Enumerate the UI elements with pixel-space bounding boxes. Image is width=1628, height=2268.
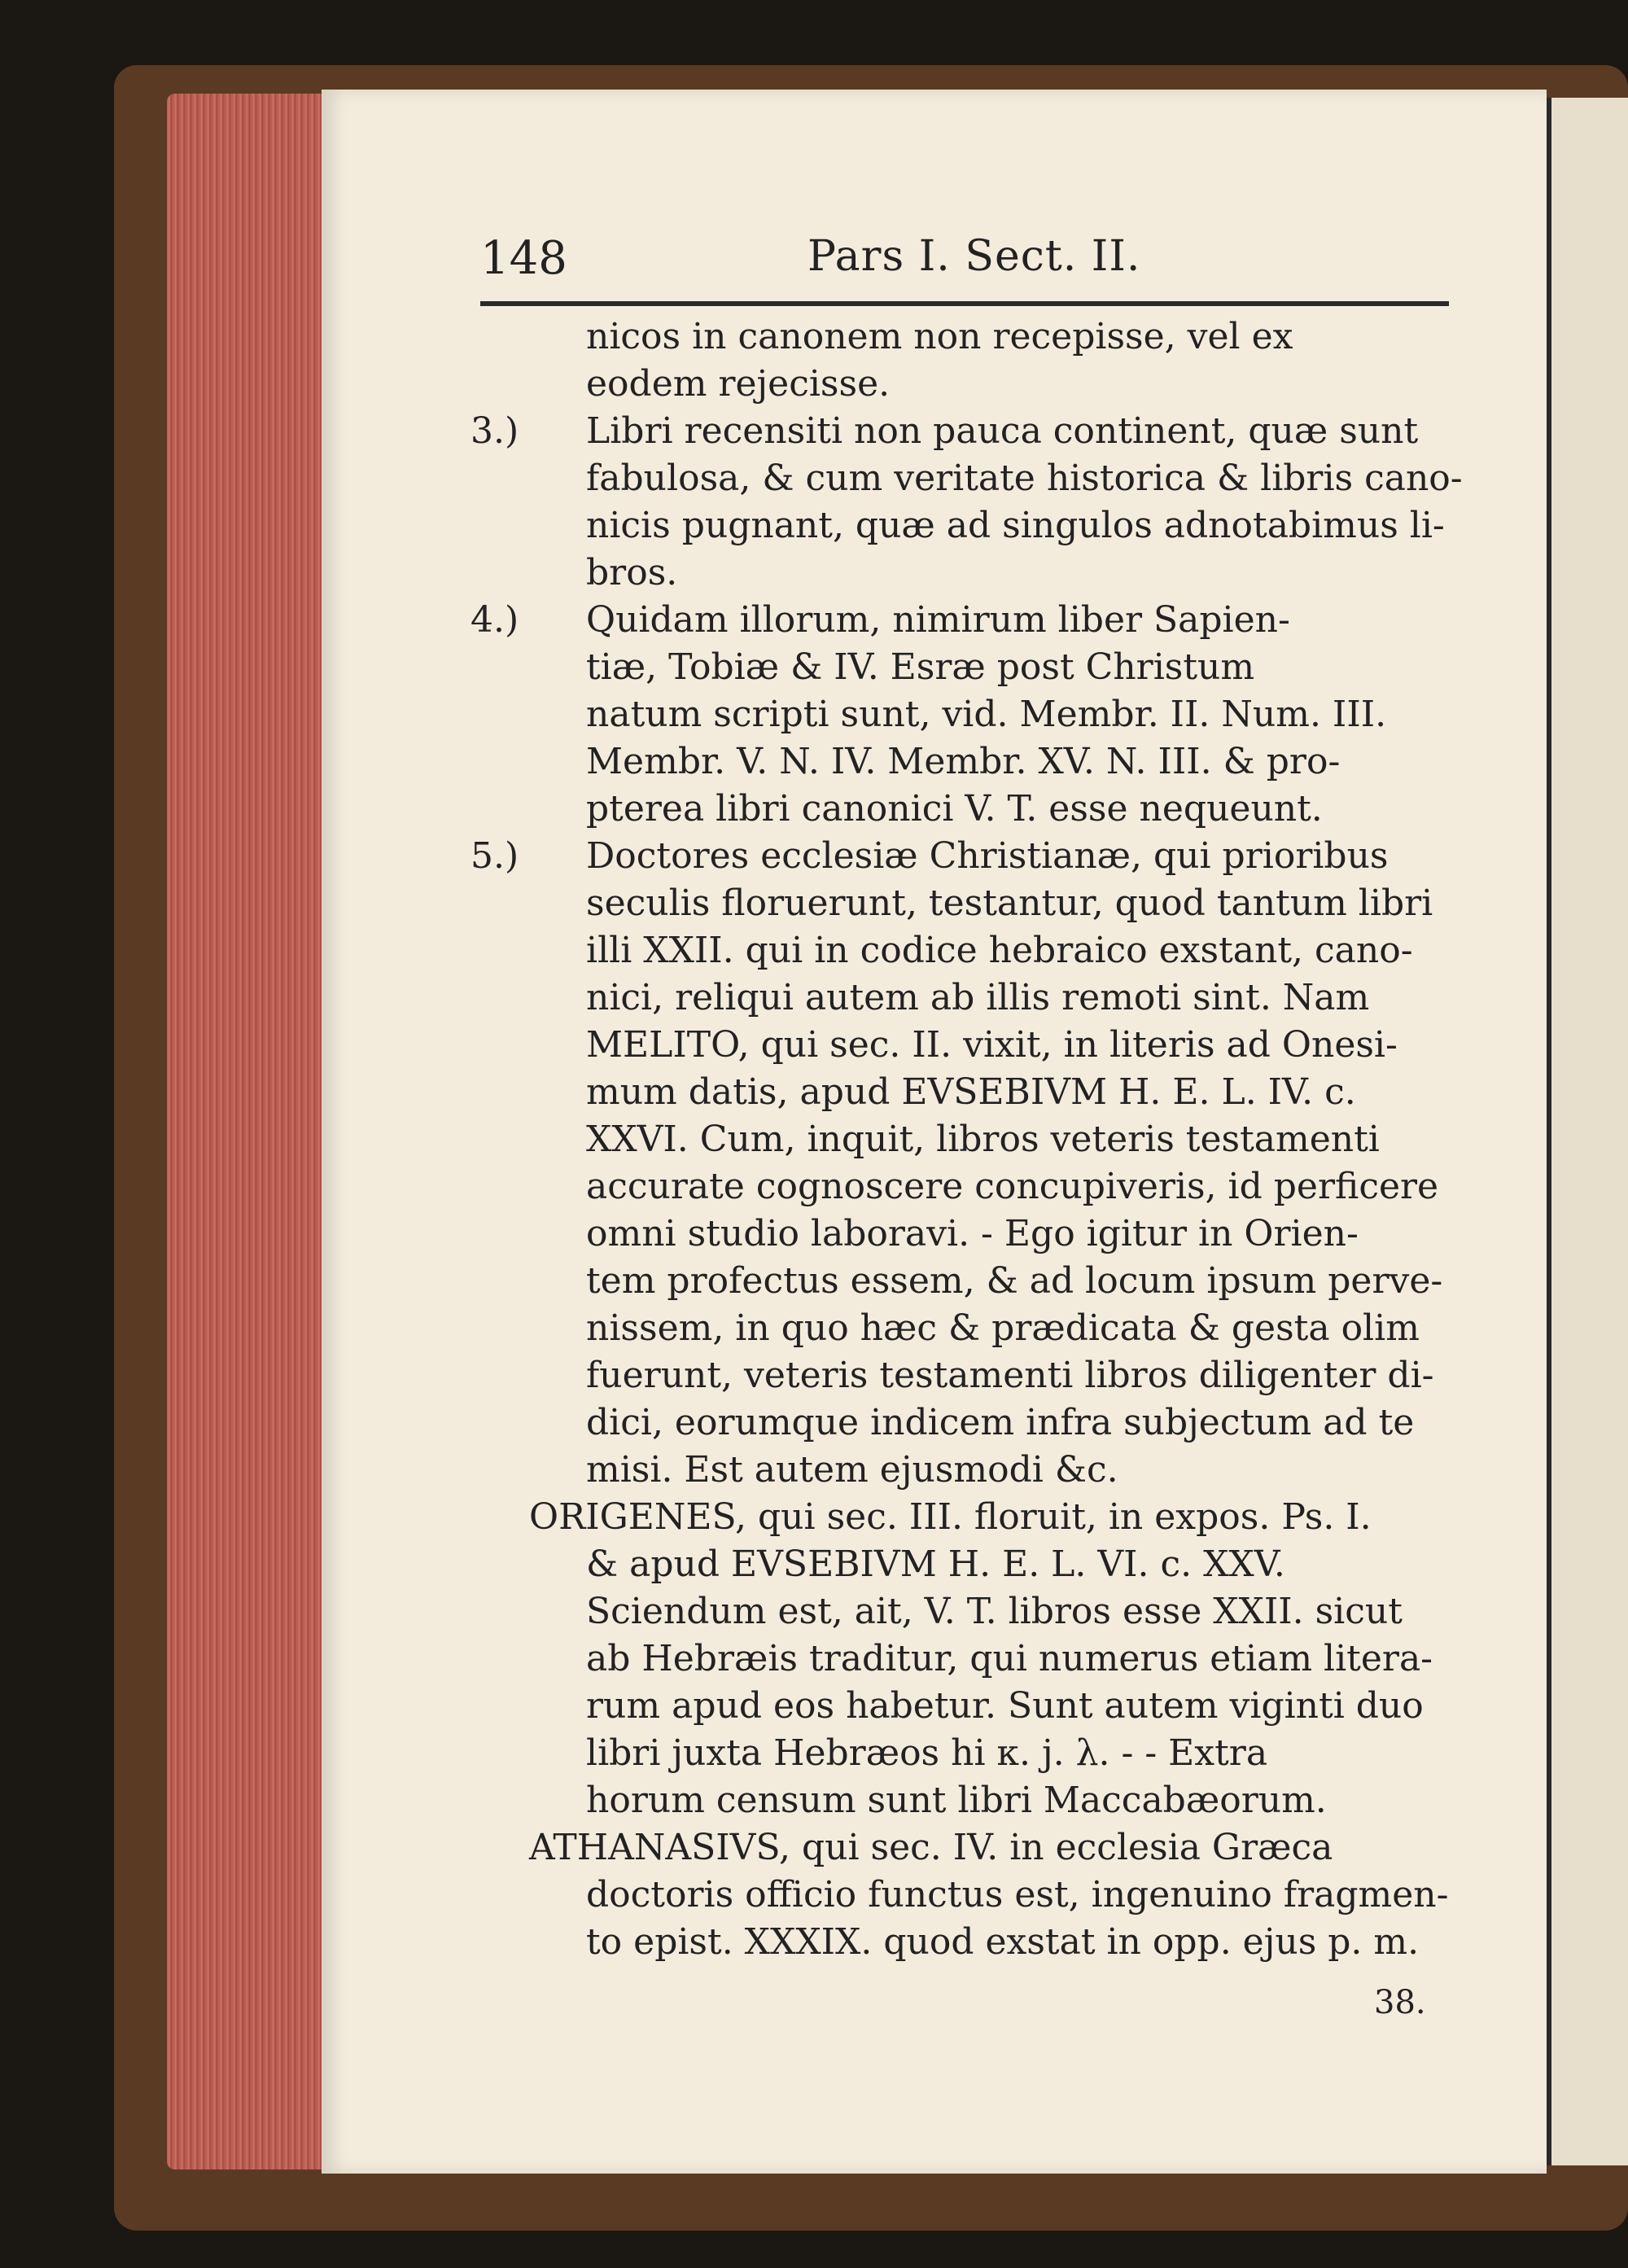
line-text: misi. Est autem ejusmodi &c. bbox=[586, 1449, 1118, 1491]
line-text: MELITO, qui sec. II. vixit, in literis ad Onesi- bbox=[586, 1024, 1398, 1066]
text-line bbox=[529, 1163, 1465, 1211]
line-text: nicos in canonem non recepisse, vel ex bbox=[586, 316, 1293, 357]
line-text: Quidam illorum, nimirum liber Sapien- bbox=[586, 599, 1290, 641]
line-text: horum censum sunt libri Maccabæorum. bbox=[586, 1780, 1327, 1821]
text-line bbox=[529, 1352, 1465, 1399]
line-text: & apud EVSEBIVM H. E. L. VI. c. XXV. bbox=[586, 1543, 1285, 1585]
line-text: ORIGENES, qui sec. III. floruit, in expos. Ps. I. bbox=[529, 1496, 1372, 1538]
text-line bbox=[529, 313, 1465, 361]
text-line bbox=[529, 786, 1465, 833]
text-line bbox=[529, 1541, 1465, 1588]
line-text: nicis pugnant, quæ ad singulos adnotabimus li- bbox=[586, 505, 1445, 546]
text-line bbox=[529, 691, 1465, 738]
line-text: seculis floruerunt, testantur, quod tantum libri bbox=[586, 882, 1433, 924]
line-text: ATHANASIVS, qui sec. IV. in ecclesia Græca bbox=[529, 1827, 1333, 1868]
text-line bbox=[529, 455, 1465, 502]
line-text: omni studio laboravi. - Ego igitur in Orien- bbox=[586, 1213, 1359, 1254]
page-number: 148 bbox=[480, 232, 567, 285]
text-line bbox=[529, 644, 1465, 691]
line-text: accurate cognoscere concupiveris, id perficere bbox=[586, 1166, 1439, 1207]
text-line bbox=[529, 1494, 1465, 1541]
text-line bbox=[529, 880, 1465, 927]
line-text: libri juxta Hebræos hi κ. ϳ. λ. - - Extra bbox=[586, 1732, 1268, 1774]
body-text bbox=[470, 313, 1465, 1966]
line-text: to epist. XXXIX. quod exstat in opp. ejus p. m. bbox=[586, 1921, 1420, 1963]
text-line bbox=[529, 1305, 1465, 1352]
text-line bbox=[529, 1211, 1465, 1258]
text-line bbox=[529, 738, 1465, 786]
page-edges bbox=[167, 94, 330, 2169]
line-text: ab Hebræis traditur, qui numerus etiam litera- bbox=[586, 1638, 1433, 1679]
line-text: Membr. V. N. IV. Membr. XV. N. III. & pro- bbox=[586, 741, 1341, 782]
text-line bbox=[529, 549, 1465, 597]
line-text: bros. bbox=[586, 552, 678, 593]
line-text: XXVI. Cum, inquit, libros veteris testamenti bbox=[586, 1119, 1380, 1160]
line-text: eodem rejecisse. bbox=[586, 363, 891, 405]
item-number: 3.) bbox=[470, 410, 519, 452]
text-line bbox=[529, 974, 1465, 1022]
line-text: Libri recensiti non pauca continent, quæ sunt bbox=[586, 410, 1419, 452]
line-text: mum datis, apud EVSEBIVM H. E. L. IV. c. bbox=[586, 1071, 1356, 1113]
text-line bbox=[529, 1919, 1465, 1966]
text-line bbox=[529, 1730, 1465, 1777]
text-line bbox=[529, 1399, 1465, 1447]
catchword: 38. bbox=[1374, 1984, 1426, 2021]
line-text: fabulosa, & cum veritate historica & libris cano- bbox=[586, 458, 1463, 499]
line-text: pterea libri canonici V. T. esse nequeunt. bbox=[586, 788, 1323, 830]
text-line bbox=[529, 1872, 1465, 1919]
line-text: Doctores ecclesiæ Christianæ, qui prioribus bbox=[586, 835, 1389, 877]
text-line bbox=[529, 1116, 1465, 1163]
line-text: rum apud eos habetur. Sunt autem viginti duo bbox=[586, 1685, 1424, 1727]
text-line bbox=[529, 1777, 1465, 1824]
text-line bbox=[529, 1258, 1465, 1305]
text-line bbox=[470, 408, 1465, 455]
text-line bbox=[529, 1824, 1465, 1872]
line-text: natum scripti sunt, vid. Membr. II. Num. III. bbox=[586, 694, 1387, 735]
head-rule bbox=[480, 301, 1449, 306]
text-line bbox=[529, 1447, 1465, 1494]
line-text: doctoris officio functus est, ingenuino fragmen- bbox=[586, 1874, 1449, 1916]
facing-page-edge bbox=[1547, 98, 1628, 2165]
text-line bbox=[529, 1069, 1465, 1116]
line-text: nici, reliqui autem ab illis remoti sint. Nam bbox=[586, 977, 1370, 1018]
line-text: Sciendum est, ait, V. T. libros esse XXII. sicut bbox=[586, 1591, 1403, 1632]
line-text: illi XXII. qui in codice hebraico exstant, cano- bbox=[586, 930, 1413, 971]
text-line bbox=[529, 361, 1465, 408]
text-line bbox=[470, 597, 1465, 644]
item-number: 4.) bbox=[470, 599, 519, 641]
line-text: nissem, in quo hæc & prædicata & gesta olim bbox=[586, 1307, 1420, 1349]
item-number: 5.) bbox=[470, 835, 519, 877]
text-line bbox=[529, 927, 1465, 974]
text-line bbox=[529, 1022, 1465, 1069]
line-text: dici, eorumque indicem infra subjectum ad te bbox=[586, 1402, 1415, 1443]
text-line bbox=[529, 502, 1465, 549]
line-text: tiæ, Tobiæ & IV. Esræ post Christum bbox=[586, 646, 1255, 688]
text-line bbox=[529, 1683, 1465, 1730]
line-text: fuerunt, veteris testamenti libros diligenter di- bbox=[586, 1355, 1434, 1396]
text-line bbox=[470, 833, 1465, 880]
text-line bbox=[529, 1635, 1465, 1683]
line-text: tem profectus essem, & ad locum ipsum perve- bbox=[586, 1260, 1443, 1302]
text-line bbox=[529, 1588, 1465, 1635]
running-title: Pars I. Sect. II. bbox=[807, 232, 1141, 281]
running-head bbox=[480, 232, 1449, 297]
